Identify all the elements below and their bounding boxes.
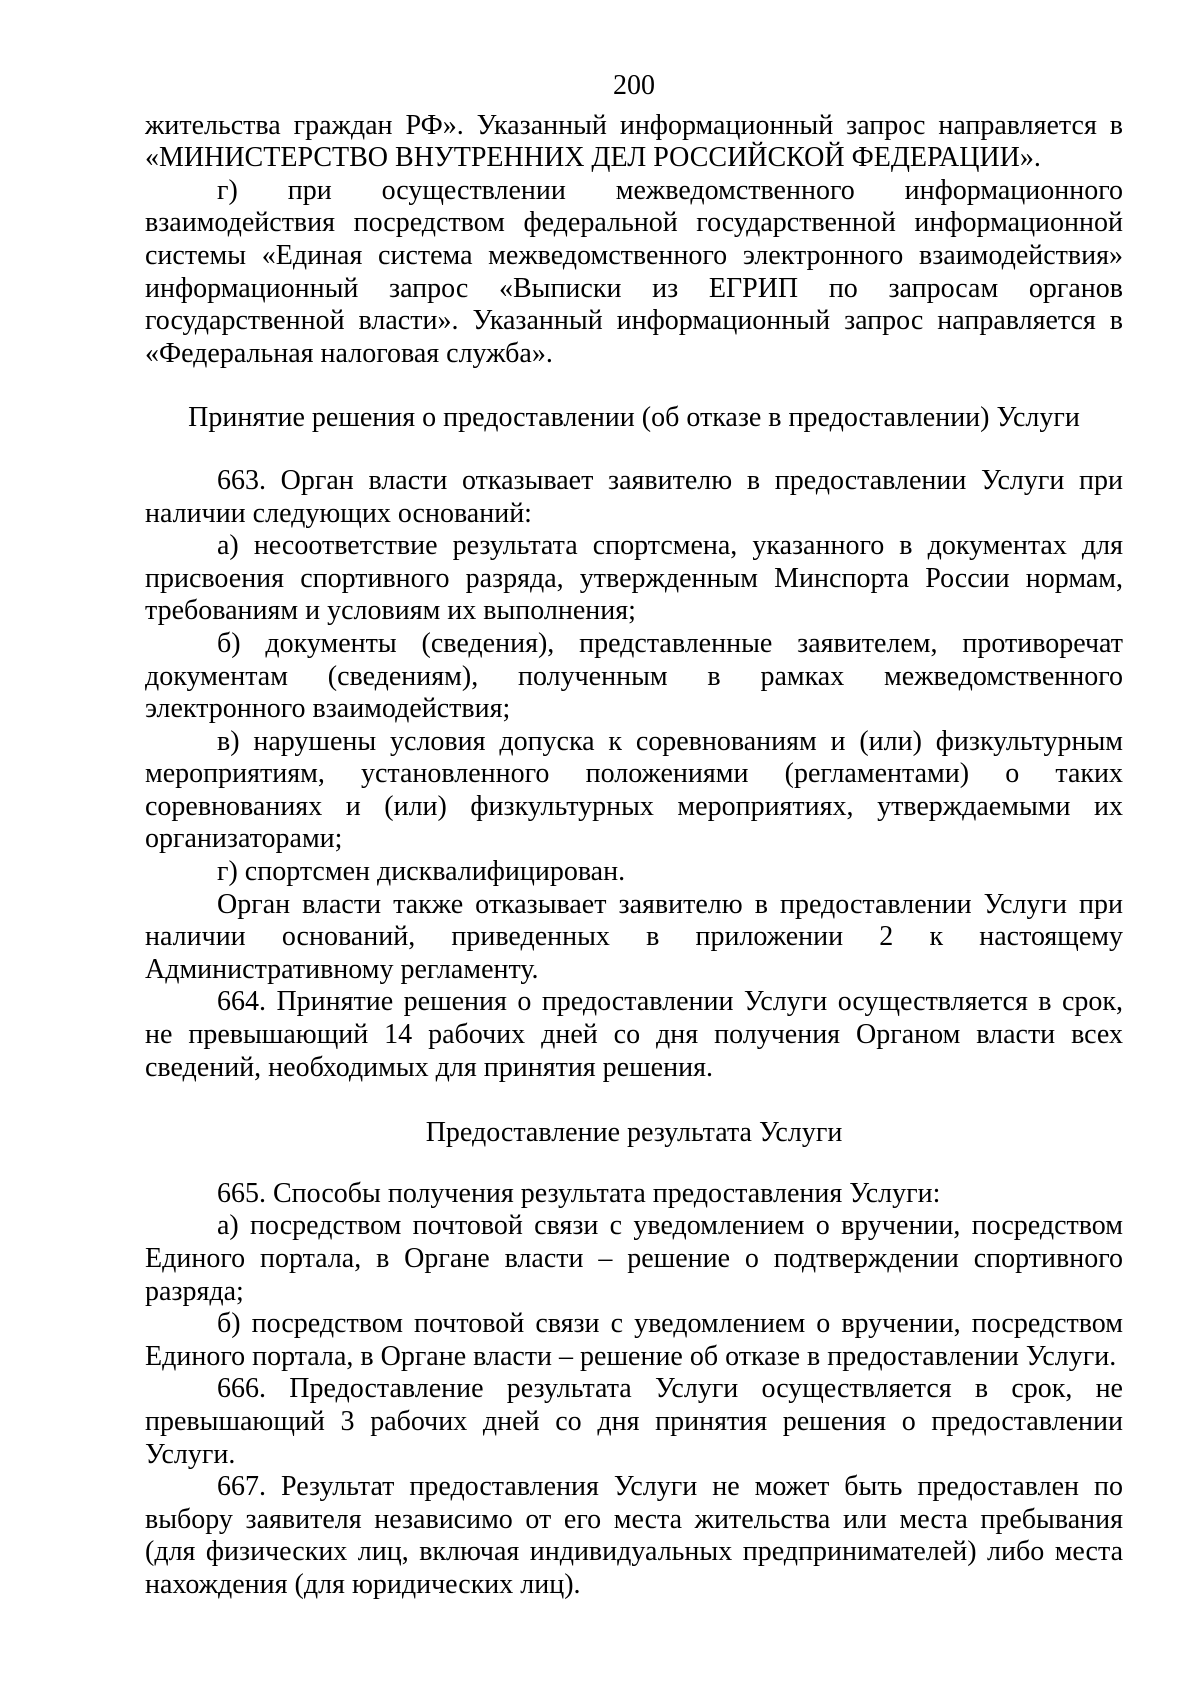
paragraph-664: 664. Принятие решения о предоставлении Услуги осуществляется в срок, не превышающий 14 рабочих дней со дня получения Органом власти всех сведений, необходимых для принятия решения.: [145, 986, 1123, 1083]
paragraph-667: 667. Результат предоставления Услуги не может быть предоставлен по выбору заявителя независимо от его места жительства или места пребывания (для физических лиц, включая индивидуальных предпринимателей) либо места нахождения (для юридических лиц).: [145, 1471, 1123, 1600]
paragraph-665-a: а) посредством почтовой связи с уведомлением о вручении, посредством Единого портала, в Органе власти – решение о подтверждении спортивного разряда;: [145, 1210, 1123, 1307]
paragraph-663-g: г) спортсмен дисквалифицирован.: [217, 856, 626, 888]
page-number: 200: [613, 70, 655, 101]
paragraph-663-a: а) несоответствие результата спортсмена, указанного в документах для присвоения спортивного разряда, утвержденным Минспорта России нормам, требованиям и условиям их выполнения;: [145, 530, 1123, 627]
section-heading-result: Предоставление результата Услуги: [425, 1117, 843, 1149]
paragraph-665-b: б) посредством почтовой связи с уведомлением о вручении, посредством Единого портала, в Органе власти – решение об отказе в предоставлении Услуги.: [145, 1308, 1123, 1372]
paragraph-666: 666. Предоставление результата Услуги осуществляется в срок, не превышающий 3 рабочих дней со дня принятия решения о предоставлении Услуги.: [145, 1373, 1123, 1470]
section-heading-decision: Принятие решения о предоставлении (об отказе в предоставлении) Услуги: [188, 402, 1080, 434]
paragraph-663-b: б) документы (сведения), представленные заявителем, противоречат документам (сведениям), полученным в рамках межведомственного электронного взаимодействия;: [145, 627, 1123, 725]
paragraph-665: 665. Способы получения результата предоставления Услуги:: [217, 1177, 941, 1209]
paragraph-item-g: г) при осуществлении межведомственного информационного взаимодействия посредством федеральной государственной информационной системы «Единая система межведомственного электронного взаимодействия» информационный запрос «Выписки из ЕГРИП по запросам органов государственной власти». Указанный информационный запрос направляется в «Федеральная налоговая служба».: [145, 174, 1123, 369]
paragraph-663-v: в) нарушены условия допуска к соревнованиям и (или) физкультурным мероприятиям, установленного положениями (регламентами) о таких соревнованиях и (или) физкультурных мероприятиях, утверждаемыми их организаторами;: [145, 725, 1123, 855]
paragraph-continuation: жительства граждан РФ». Указанный информационный запрос направляется в «МИНИСТЕРСТВО ВНУТРЕННИХ ДЕЛ РОССИЙСКОЙ ФЕДЕРАЦИИ».: [145, 109, 1123, 174]
document-page: [145, 70, 1123, 1602]
paragraph-663-extra: Орган власти также отказывает заявителю в предоставлении Услуги при наличии оснований, приведенных в приложении 2 к настоящему Административному регламенту.: [145, 888, 1123, 985]
paragraph-663: 663. Орган власти отказывает заявителю в предоставлении Услуги при наличии следующих оснований:: [145, 464, 1123, 529]
